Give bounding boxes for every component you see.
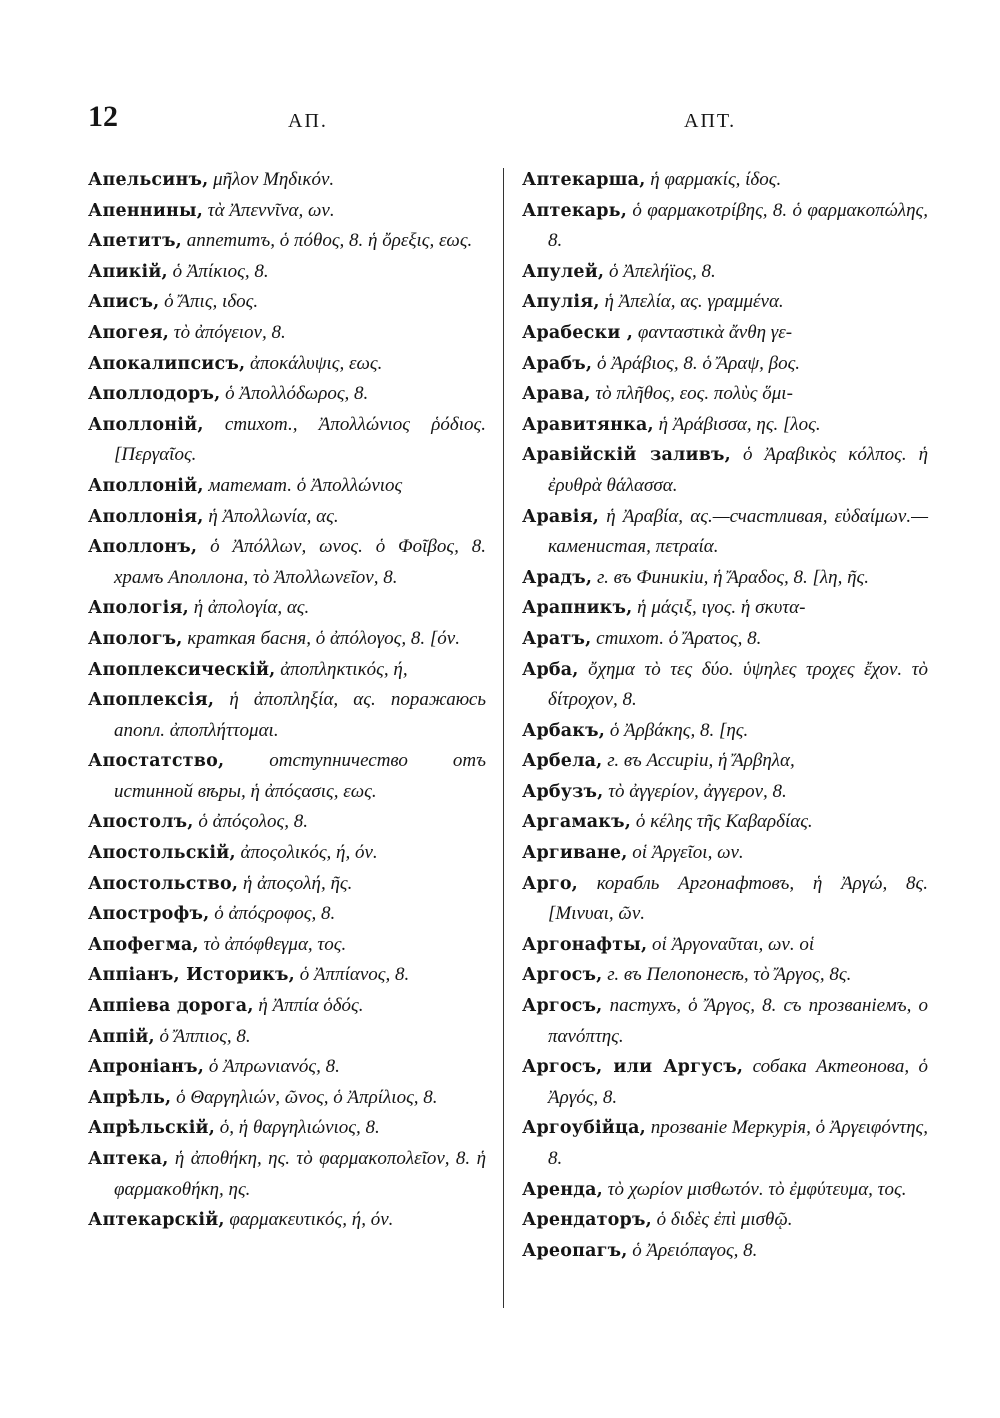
dictionary-entry — [88, 1083, 486, 1114]
entry-headword: Арабески , — [522, 322, 634, 343]
dictionary-entry — [522, 196, 928, 257]
dictionary-entry — [88, 746, 486, 807]
dictionary-entry — [88, 899, 486, 930]
dictionary-entry — [88, 960, 486, 991]
entry-headword: Арго, — [522, 873, 578, 894]
entry-headword: Аргонафты, — [522, 934, 648, 955]
entry-headword: Аравитянка, — [522, 414, 654, 435]
dictionary-entry — [522, 165, 928, 196]
entry-headword: Апрѣль, — [88, 1087, 172, 1108]
dictionary-entry — [88, 532, 486, 593]
entry-definition: ὁ Ἄπις, ιδος. — [159, 291, 259, 313]
entry-headword: Арбела, — [522, 751, 603, 772]
dictionary-entry — [522, 593, 928, 624]
entry-definition: математ. ὁ Ἀπολλώνιος — [203, 474, 403, 496]
entry-headword: Арава, — [522, 384, 591, 405]
entry-headword: Апоплексія, — [88, 690, 215, 711]
entry-definition: ὁ, ἡ θαργηλιώνιος, 8. — [215, 1117, 380, 1139]
entry-definition: ἡ ἀποπληξία, ας. поражаюсь апопл. ἀποπλήττομαι. — [114, 689, 486, 741]
dictionary-entry — [88, 593, 486, 624]
dictionary-entry — [522, 1205, 928, 1236]
dictionary-entry — [522, 807, 928, 838]
entry-definition: φαρμακευτικός, ή, όν. — [224, 1209, 394, 1231]
dictionary-entry — [522, 440, 928, 501]
entry-headword: Аппіева дорога, — [88, 996, 254, 1017]
dictionary-entry — [88, 1144, 486, 1205]
entry-definition: ἡ Ἀππία ὁδός. — [253, 995, 364, 1017]
dictionary-entry — [522, 318, 928, 349]
dictionary-entry — [522, 655, 928, 716]
entry-definition: ἡ Ἀπελία, ας. γραμμένα. — [599, 291, 784, 313]
entry-definition: ἡ μάςιξ, ιγος. ἡ σκυτα- — [632, 597, 806, 619]
entry-definition: корабль Аргонафтовъ, ἡ Ἀργώ, 8ς. [Μινυαι, ῶν. — [548, 872, 928, 925]
dictionary-entry — [88, 257, 486, 288]
entry-headword: Аравія, — [522, 506, 600, 527]
entry-definition: τὸ πλῆθος, εος. πολὺς ὅμι- — [590, 383, 793, 405]
entry-headword: Апогея, — [88, 322, 170, 343]
dictionary-entry — [88, 1052, 486, 1083]
dictionary-entry — [88, 838, 486, 869]
dictionary-entry — [88, 685, 486, 746]
dictionary-entry — [88, 869, 486, 900]
entry-headword: Апрѣльскій, — [88, 1118, 216, 1139]
entry-definition: ἡ ἀποςολή, ῆς. — [238, 872, 353, 894]
dictionary-entry — [522, 716, 928, 747]
entry-definition: μῆλον Μηδικόν. — [208, 169, 335, 190]
dictionary-entry — [88, 318, 486, 349]
entry-headword: Арбузъ, — [522, 781, 604, 802]
dictionary-entry — [522, 777, 928, 808]
entry-definition: г. въ Финикіи, ἡ Ἄραδος, 8. [λη, ῆς. — [592, 566, 869, 588]
entry-definition: ἀποςολικός, ή, όν. — [235, 842, 378, 864]
entry-definition: τὸ ἀπόγειον, 8. — [169, 321, 286, 343]
entry-headword: Арбакъ, — [522, 720, 606, 741]
entry-headword: Апеннины, — [88, 200, 204, 221]
entry-definition: ἡ ἀποθήκη, ης. τὸ φαρμακοπολεῖον, 8. ἡ φαρμακοθήκη, ης. — [114, 1148, 486, 1200]
dictionary-entry — [88, 991, 486, 1022]
entry-headword: Апоплексическій, — [88, 659, 276, 680]
entry-headword: Апетитъ, — [88, 231, 182, 252]
entry-headword: Аполлонія, — [88, 506, 204, 527]
entry-headword: Апостольскій, — [88, 843, 236, 864]
entry-definition: ὁ Ἀπόλλων, ωνος. ὁ Φοῖβος, 8. храмъ Аполлона, τὸ Ἀπολλωνεῖον, 8. — [114, 536, 486, 588]
dictionary-entry — [522, 379, 928, 410]
entry-headword: Аргамакъ, — [522, 812, 632, 833]
entry-headword: Апулія, — [522, 292, 600, 313]
entry-definition: ὁ φαρμακοτρίβης, 8. ὁ φαρμακοπώλης, 8. — [548, 199, 928, 252]
entry-definition: ὁ Ἀπελήϊος, 8. — [604, 260, 716, 282]
entry-headword: Аппіанъ, Историкъ, — [88, 965, 295, 986]
entry-definition: τὸ ἀγγερίον, ἀγγερον, 8. — [603, 780, 787, 802]
entry-definition: пастухъ, ὁ Ἄργος, 8. съ прозваніемъ, ο πανόπτης. — [548, 995, 928, 1047]
dictionary-entry — [522, 349, 928, 380]
entry-headword: Аптекарскій, — [88, 1210, 225, 1231]
entry-headword: Апостатство, — [88, 751, 225, 772]
dictionary-entry — [88, 165, 486, 196]
entry-headword: Аргосъ, — [522, 965, 603, 986]
entry-definition: ἀποκάλυψις, εως. — [245, 352, 383, 374]
entry-definition: ὄχημα τὸ τες δύο. ὑψηλες τροχες ἔχον. τὸ δίτροχον, 8. — [548, 658, 928, 711]
entry-headword: Апологія, — [88, 598, 189, 619]
dictionary-entry — [88, 196, 486, 227]
dictionary-entry — [88, 349, 486, 380]
dictionary-entry — [522, 1113, 928, 1174]
dictionary-entry — [88, 379, 486, 410]
entry-headword: Аппій, — [88, 1026, 155, 1047]
entry-definition: ὁ ἀπόςολος, 8. — [193, 811, 308, 833]
entry-definition: ὁ Ἀρειόπαγος, 8. — [627, 1239, 758, 1261]
entry-headword: Аптекарша, — [522, 170, 646, 190]
entry-headword: Аполлоній, — [88, 414, 204, 435]
entry-definition: краткая басня, ὁ ἀπόλογος, 8. [όν. — [182, 627, 460, 649]
entry-definition: ὁ Ἀπολλόδωρος, 8. — [220, 383, 369, 405]
dictionary-entry — [522, 287, 928, 318]
entry-headword: Аполлоній, — [88, 475, 204, 496]
entry-definition: ἀποπληκτικός, ή, — [275, 658, 408, 680]
dictionary-entry — [522, 930, 928, 961]
entry-headword: Апостольство, — [88, 873, 239, 894]
entry-headword: Апологъ, — [88, 628, 183, 649]
running-head-right: АПТ. — [684, 110, 737, 132]
dictionary-entry — [522, 838, 928, 869]
column-divider — [503, 168, 504, 1308]
entry-headword: Аполлонъ, — [88, 537, 198, 558]
entry-definition: τὸ ἀπόφθεγμα, τος. — [198, 933, 347, 955]
dictionary-entry — [522, 624, 928, 655]
dictionary-entry — [522, 502, 928, 563]
entry-definition: τὰ Ἀπεννῖνα, ων. — [203, 199, 335, 221]
dictionary-entry — [88, 1205, 486, 1236]
dictionary-entry — [522, 960, 928, 991]
entry-definition: φανταστικὰ ἄνθη γε- — [633, 321, 793, 343]
entry-definition: отступничество отъ истинной вѣры, ἡ ἀπόςασις, εως. — [114, 750, 486, 802]
dictionary-entry — [522, 410, 928, 441]
dictionary-entry — [88, 471, 486, 502]
entry-headword: Арабъ, — [522, 353, 593, 374]
entry-definition: ὁ Ἀπίκιος, 8. — [167, 260, 269, 282]
entry-headword: Аргосъ, — [522, 996, 603, 1017]
dictionary-entry — [88, 1022, 486, 1053]
dictionary-entry — [88, 287, 486, 318]
dictionary-entry — [88, 226, 486, 257]
entry-headword: Аргиване, — [522, 843, 628, 864]
entry-headword: Аравійскій заливъ, — [522, 445, 731, 466]
entry-definition: οἱ Ἀργοναῦται, ων. οἱ — [647, 933, 815, 955]
entry-headword: Апостолъ, — [88, 812, 194, 833]
entry-definition: ἡ φαρμακίς, ίδος. — [645, 169, 782, 190]
dictionary-entry — [522, 563, 928, 594]
entry-definition: ὁ Ἀπρωνιανός, 8. — [204, 1056, 340, 1078]
entry-definition: собака Актеонова, ὁ Ἀργός, 8. — [548, 1056, 929, 1108]
entry-definition: ὁ Θαργηλιών, ῶνος, ὁ Ἀπρίλιος, 8. — [171, 1086, 438, 1108]
entry-headword: Аргоубійца, — [522, 1118, 646, 1139]
dictionary-entry — [88, 1113, 486, 1144]
entry-definition: ἡ Ἀραβία, ας.—счастливая, εὐδαίμων.—каменистая, πετραία. — [548, 505, 928, 558]
entry-definition: ὁ Ἀραβικὸς κόλπος. ἡ ἐρυθρὰ θάλασσα. — [548, 444, 928, 496]
dictionary-entry — [522, 991, 928, 1052]
entry-headword: Апулей, — [522, 261, 605, 282]
running-head-left: АП. — [288, 110, 328, 132]
entry-definition: аппетитъ, ὁ πόθος, 8. ἡ ὄρεξις, εως. — [181, 230, 473, 252]
entry-headword: Апикій, — [88, 261, 168, 282]
entry-headword: Аполлодоръ, — [88, 384, 221, 405]
page-number: 12 — [88, 100, 118, 133]
dictionary-entry — [88, 930, 486, 961]
entry-definition: прозваніе Меркурія, ὁ Ἀργειφόντης, 8. — [548, 1117, 928, 1169]
entry-definition: ἡ ἀπολογία, ας. — [188, 597, 310, 619]
dictionary-entry — [88, 502, 486, 533]
dictionary-entry — [522, 869, 928, 930]
dictionary-entry — [88, 624, 486, 655]
dictionary-entry — [522, 1236, 928, 1267]
entry-headword: Аптекарь, — [522, 200, 628, 221]
entry-headword: Арадъ, — [522, 567, 593, 588]
entry-definition: ἡ Ἀπολλωνία, ας. — [203, 505, 339, 527]
entry-definition: ὁ Ἄππιος, 8. — [154, 1025, 251, 1047]
entry-definition: г. въ Пелопонесѣ, τὸ Ἄργος, 8ς. — [602, 964, 852, 986]
dictionary-entry — [522, 746, 928, 777]
entry-headword: Апельсинъ, — [88, 170, 209, 190]
entry-definition: г. въ Ассиріи, ἡ Ἄρβηλα, — [602, 750, 795, 772]
dictionary-entry — [522, 1175, 928, 1206]
entry-headword: Арапникъ, — [522, 598, 633, 619]
entry-headword: Аргосъ, или Аргусъ, — [522, 1057, 744, 1078]
entry-definition: ὁ Ἀρβάκης, 8. [ης. — [605, 719, 749, 741]
entry-definition: ὁ Ἀράβιος, 8. ὁ Ἄραψ, βος. — [592, 352, 801, 374]
dictionary-entry — [88, 410, 486, 471]
entry-definition: οἱ Ἀργεῖοι, ων. — [627, 842, 744, 864]
entry-headword: Аренда, — [522, 1179, 603, 1200]
left-column — [88, 165, 486, 1236]
entry-definition: ὁ διδὲς ἐπὶ μισθῷ. — [651, 1209, 793, 1231]
dictionary-entry — [88, 807, 486, 838]
entry-definition: ὁ κέλης τῆς Καβαρδίας. — [631, 811, 813, 833]
entry-headword: Аптека, — [88, 1149, 169, 1169]
entry-definition: ὁ ἀπόςροφος, 8. — [209, 903, 336, 925]
entry-headword: Арба, — [522, 659, 579, 680]
entry-headword: Ареопагъ, — [522, 1240, 628, 1261]
right-column — [522, 165, 928, 1266]
dictionary-entry — [522, 1052, 928, 1113]
entry-definition: ὁ Ἀππίανος, 8. — [294, 964, 410, 986]
entry-headword: Апокалипсисъ, — [88, 353, 246, 374]
entry-headword: Апроніанъ, — [88, 1057, 205, 1078]
entry-definition: ἡ Ἀράβισσα, ης. [λος. — [653, 413, 821, 435]
entry-headword: Арендаторъ, — [522, 1210, 652, 1231]
entry-definition: стихот., Ἀπολλώνιος ῥόδιος. [Περγαῖος. — [114, 413, 486, 466]
dictionary-entry — [88, 655, 486, 686]
entry-headword: Апострофъ, — [88, 904, 210, 925]
entry-definition: τὸ χωρίον μισθωτόν. τὸ ἐμφύτευμα, τος. — [602, 1178, 907, 1200]
entry-definition: стихот. ὁ Ἄρατος, 8. — [591, 627, 762, 649]
entry-headword: Аратъ, — [522, 628, 592, 649]
dictionary-entry — [522, 257, 928, 288]
entry-headword: Апофегма, — [88, 934, 199, 955]
entry-headword: Аписъ, — [88, 292, 160, 313]
